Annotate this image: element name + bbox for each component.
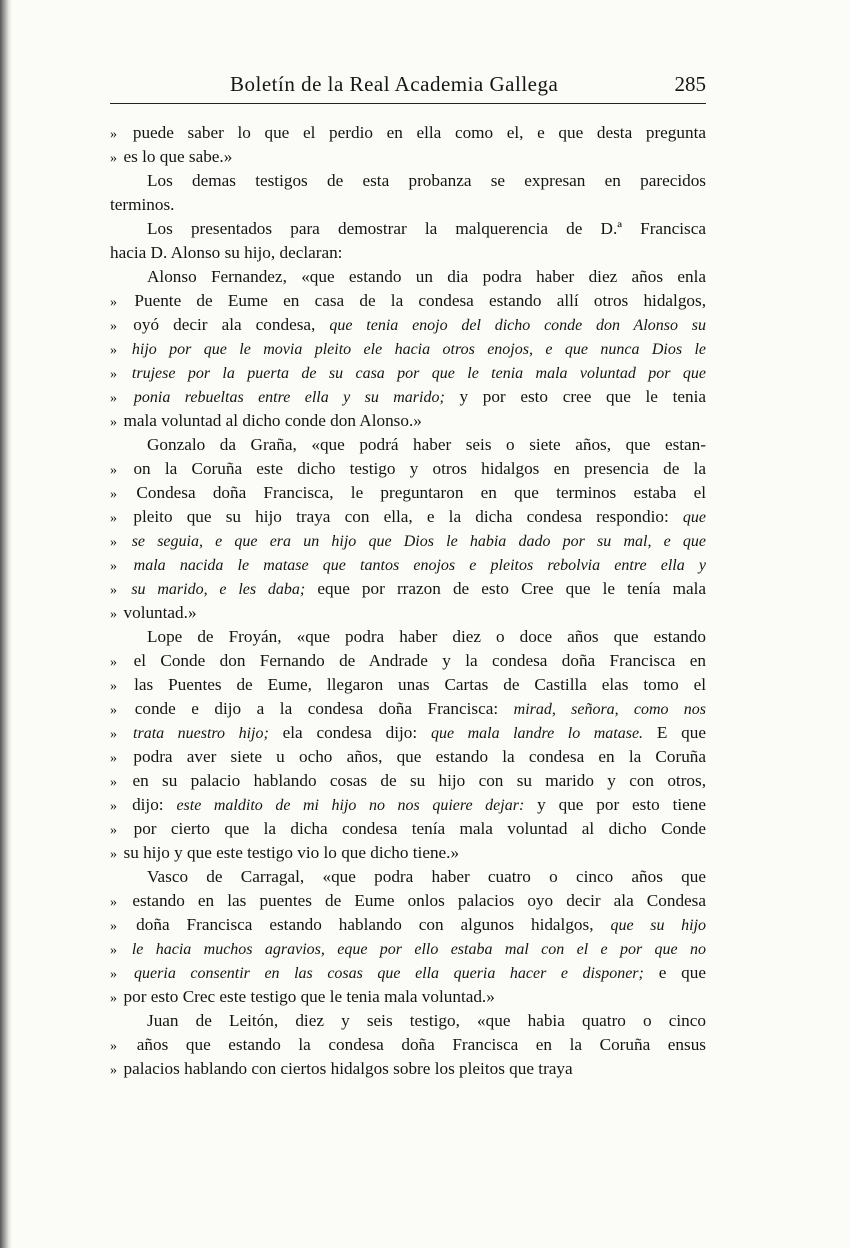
text-run: ela condesa dijo: <box>268 723 431 742</box>
text-run: hacia D. Alonso su hijo, declaran: <box>110 243 343 262</box>
text-run: es lo que sabe.» <box>123 147 233 166</box>
text-line <box>110 289 706 313</box>
text-run: Lope de Froyán, «que podra haber diez o doce años que estando <box>147 627 706 646</box>
text-run: estando en las puentes de Eume onlos palacios oyo decir ala Condesa <box>132 891 706 910</box>
page-binding-edge <box>0 0 12 1248</box>
quote-mark: » <box>110 991 121 1006</box>
italic-quote: mala nacida le matase que tantos enojos e pleitos rebolvia entre ella y <box>133 557 706 574</box>
text-line <box>110 361 706 385</box>
text-line <box>110 697 706 721</box>
quote-mark: » <box>110 343 129 358</box>
italic-quote: mirad, señora, como nos <box>513 701 706 718</box>
quote-mark: » <box>110 1039 134 1054</box>
text-run: el Conde don Fernando de Andrade y la condesa doña Francisca en <box>133 651 706 670</box>
italic-quote: que <box>682 509 706 526</box>
italic-quote: su marido, e les daba; <box>131 581 306 598</box>
italic-quote: que tenia enojo del dicho conde don Alonso su <box>329 317 706 334</box>
quote-mark: » <box>110 895 130 910</box>
text-run: mala voluntad al dicho conde don Alonso.» <box>123 411 422 430</box>
text-run: su hijo y que este testigo vio lo que dicho tiene.» <box>123 843 460 862</box>
text-line <box>110 577 706 601</box>
quote-mark: » <box>110 295 132 310</box>
header-rule <box>110 103 706 104</box>
quote-mark: » <box>110 415 121 430</box>
text-run: Los presentados para demostrar la malquerencia de D.ª Francisca <box>147 219 706 238</box>
text-line <box>110 937 706 961</box>
text-run: las Puentes de Eume, llegaron unas Cartas de Castilla elas tomo el <box>134 675 706 694</box>
text-run: dijo: <box>132 795 177 814</box>
text-run: podra aver siete u ocho años, que estando la condesa en la Coruña <box>133 747 706 766</box>
text-run: Vasco de Carragal, «que podra haber cuatro o cinco años que <box>147 867 706 886</box>
italic-quote: se seguia, e que era un hijo que Dios le habia dado por su mal, e que <box>131 533 706 550</box>
text-line <box>110 433 706 457</box>
text-line <box>110 169 706 193</box>
quote-mark: » <box>110 463 131 478</box>
text-line <box>110 793 706 817</box>
quote-mark: » <box>110 151 121 166</box>
quote-mark: » <box>110 799 130 814</box>
text-run: en su palacio hablando cosas de su hijo con su marido y con otros, <box>132 771 706 790</box>
quote-mark: » <box>110 703 132 718</box>
quote-mark: » <box>110 583 129 598</box>
text-line <box>110 505 706 529</box>
text-line <box>110 337 706 361</box>
italic-quote: le hacia muchos agravios, eque por ello estaba mal con el e por que no <box>131 941 706 958</box>
italic-quote: hijo por que le movia pleito ele hacia otros enojos, e que nunca Dios le <box>131 341 706 358</box>
text-line <box>110 193 706 217</box>
quote-mark: » <box>110 847 121 862</box>
text-run: puede saber lo que el perdio en ella como el, e que desta pregunta <box>132 123 706 142</box>
text-run: por cierto que la dicha condesa tenía mala voluntad al dicho Conde <box>133 819 706 838</box>
text-line <box>110 769 706 793</box>
quote-mark: » <box>110 943 129 958</box>
text-line <box>110 865 706 889</box>
italic-quote: trujese por la puerta de su casa por que le tenia mala voluntad por que <box>131 365 706 382</box>
quote-mark: » <box>110 559 131 574</box>
text-line <box>110 649 706 673</box>
text-run: Los demas testigos de esta probanza se expresan en parecidos <box>147 171 706 190</box>
text-run: voluntad.» <box>123 603 197 622</box>
text-line <box>110 1033 706 1057</box>
text-line <box>110 985 706 1009</box>
text-line <box>110 121 706 145</box>
text-line <box>110 601 706 625</box>
body-text <box>110 121 706 1081</box>
text-run: pleito que su hijo traya con ella, e la dicha condesa respondio: <box>133 507 683 526</box>
quote-mark: » <box>110 391 131 406</box>
text-run: Juan de Leitón, diez y seis testigo, «que habia quatro o cinco <box>147 1011 706 1030</box>
text-run: años que estando la condesa doña Francisca en la Coruña ensus <box>136 1035 706 1054</box>
quote-mark: » <box>110 967 132 982</box>
italic-quote: trata nuestro hijo; <box>133 725 269 742</box>
quote-mark: » <box>110 1063 121 1078</box>
text-run: on la Coruña este dicho testigo y otros hidalgos en presencia de la <box>133 459 706 478</box>
text-run: Alonso Fernandez, «que estando un dia podra haber diez años enla <box>147 267 706 286</box>
text-run: terminos. <box>110 195 175 214</box>
text-line <box>110 913 706 937</box>
text-line <box>110 481 706 505</box>
text-line <box>110 673 706 697</box>
quote-mark: » <box>110 127 130 142</box>
italic-quote: este maldito de mi hijo no nos quiere dejar: <box>176 797 525 814</box>
quote-mark: » <box>110 511 131 526</box>
text-line <box>110 217 706 241</box>
running-title: Boletín de la Real Academia Gallega <box>230 72 559 96</box>
text-line <box>110 553 706 577</box>
quote-mark: » <box>110 655 131 670</box>
text-run: y que por esto tiene <box>524 795 706 814</box>
text-line <box>110 745 706 769</box>
italic-quote: ponia rebueltas entre ella y su marido; <box>133 389 445 406</box>
text-line <box>110 889 706 913</box>
text-run: y por esto cree que le tenia <box>444 387 706 406</box>
text-line <box>110 265 706 289</box>
text-line <box>110 1009 706 1033</box>
quote-mark: » <box>110 751 131 766</box>
text-line <box>110 409 706 433</box>
text-run: oyó decir ala condesa, <box>133 315 330 334</box>
page-header <box>110 72 706 102</box>
italic-quote: que su hijo <box>610 917 706 934</box>
quote-mark: » <box>110 679 132 694</box>
quote-mark: » <box>110 367 129 382</box>
text-line <box>110 385 706 409</box>
text-line <box>110 529 706 553</box>
text-run: palacios hablando con ciertos hidalgos sobre los pleitos que traya <box>123 1059 573 1078</box>
text-run: E que <box>643 723 706 742</box>
text-line <box>110 241 706 265</box>
text-line <box>110 1057 706 1081</box>
text-run: eque por rrazon de esto Cree que le tenía mala <box>305 579 706 598</box>
text-line <box>110 721 706 745</box>
text-line <box>110 313 706 337</box>
text-run: e que <box>643 963 706 982</box>
quote-mark: » <box>110 919 134 934</box>
text-run: por esto Crec este testigo que le tenia mala voluntad.» <box>123 987 495 1006</box>
text-line <box>110 817 706 841</box>
text-line <box>110 625 706 649</box>
text-line <box>110 457 706 481</box>
text-line <box>110 961 706 985</box>
page-number: 285 <box>674 72 706 96</box>
quote-mark: » <box>110 823 131 838</box>
quote-mark: » <box>110 775 130 790</box>
italic-quote: queria consentir en las cosas que ella queria hacer e disponer; <box>134 965 644 982</box>
quote-mark: » <box>110 607 121 622</box>
text-run: doña Francisca estando hablando con algunos hidalgos, <box>136 915 611 934</box>
text-run: Gonzalo da Graña, «que podrá haber seis o siete años, que estan- <box>147 435 706 454</box>
quote-mark: » <box>110 319 131 334</box>
quote-mark: » <box>110 487 134 502</box>
italic-quote: que mala landre lo matase. <box>430 725 644 742</box>
text-line <box>110 841 706 865</box>
text-run: Condesa doña Francisca, le preguntaron en que terminos estaba el <box>136 483 706 502</box>
text-line <box>110 145 706 169</box>
quote-mark: » <box>110 727 131 742</box>
text-run: Puente de Eume en casa de la condesa estando allí otros hidalgos, <box>134 291 706 310</box>
quote-mark: » <box>110 535 129 550</box>
text-run: conde e dijo a la condesa doña Francisca: <box>134 699 514 718</box>
